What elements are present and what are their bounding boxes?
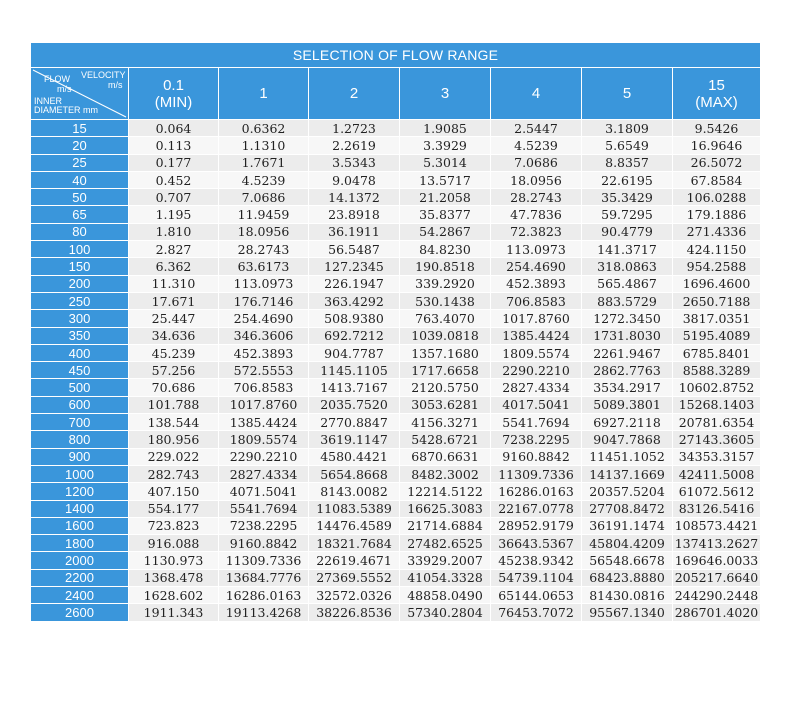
table-row (31, 223, 760, 240)
flow-value-cell: 9160.8842 (490, 448, 581, 465)
flow-value-cell: 2290.2210 (218, 448, 308, 465)
flow-label: FLOW (44, 74, 70, 84)
diameter-cell: 300 (31, 309, 128, 326)
flow-value-cell: 11451.1052 (581, 448, 672, 465)
flow-value-cell: 9160.8842 (218, 534, 308, 551)
velocity-column-header (581, 67, 672, 119)
flow-value-cell: 20781.6354 (672, 413, 760, 430)
flow-value-cell: 2035.7520 (308, 396, 399, 413)
flow-value-cell: 36191.1474 (581, 517, 672, 534)
table-row (31, 309, 760, 326)
table-row (31, 205, 760, 222)
table-row (31, 482, 760, 499)
flow-value-cell: 10602.8752 (672, 378, 760, 395)
diameter-cell: 25 (31, 154, 128, 171)
flow-value-cell: 108573.4421 (672, 517, 760, 534)
table-row (31, 188, 760, 205)
flow-value-cell: 90.4779 (581, 223, 672, 240)
table-row (31, 534, 760, 551)
flow-value-cell: 68423.8880 (581, 569, 672, 586)
flow-value-cell: 4156.3271 (399, 413, 490, 430)
diameter-cell: 65 (31, 205, 128, 222)
flow-value-cell: 6927.2118 (581, 413, 672, 430)
flow-value-cell: 16286.0163 (218, 586, 308, 603)
flow-value-cell: 2290.2210 (490, 361, 581, 378)
flow-value-cell: 22.6195 (581, 171, 672, 188)
flow-value-cell: 3.5343 (308, 154, 399, 171)
diameter-cell: 200 (31, 275, 128, 292)
diameter-cell: 20 (31, 136, 128, 153)
diameter-cell: 150 (31, 257, 128, 274)
flow-value-cell: 38226.8536 (308, 603, 399, 620)
flow-value-cell: 12214.5122 (399, 482, 490, 499)
flow-value-cell: 83126.5416 (672, 500, 760, 517)
diameter-cell: 900 (31, 448, 128, 465)
flow-value-cell: 1696.4600 (672, 275, 760, 292)
velocity-value: 4 (531, 85, 541, 102)
diameter-cell: 1000 (31, 465, 128, 482)
table-body (31, 119, 760, 621)
flow-value-cell: 2650.7188 (672, 292, 760, 309)
table-row (31, 465, 760, 482)
flow-value-cell: 3619.1147 (308, 430, 399, 447)
flow-value-cell: 34353.3157 (672, 448, 760, 465)
flow-value-cell: 1.810 (128, 223, 218, 240)
flow-value-cell: 8482.3002 (399, 465, 490, 482)
flow-value-cell: 3817.0351 (672, 309, 760, 326)
table-row (31, 551, 760, 568)
flow-value-cell: 339.2920 (399, 275, 490, 292)
flow-value-cell: 5541.7694 (490, 413, 581, 430)
flow-value-cell: 4017.5041 (490, 396, 581, 413)
diameter-cell: 700 (31, 413, 128, 430)
table-row (31, 413, 760, 430)
diameter-cell: 800 (31, 430, 128, 447)
table-row (31, 136, 760, 153)
velocity-column-header (672, 67, 760, 119)
flow-value-cell: 1145.1105 (308, 361, 399, 378)
flow-value-cell: 0.707 (128, 188, 218, 205)
flow-value-cell: 286701.4020 (672, 603, 760, 620)
table-row (31, 361, 760, 378)
diameter-cell: 1600 (31, 517, 128, 534)
diameter-cell: 1200 (31, 482, 128, 499)
velocity-unit-label: m/s (108, 80, 123, 90)
table-row (31, 344, 760, 361)
flow-value-cell: 25.447 (128, 309, 218, 326)
flow-unit-label: m/s (57, 84, 72, 94)
table-row (31, 171, 760, 188)
flow-value-cell: 56548.6678 (581, 551, 672, 568)
velocity-column-header (490, 67, 581, 119)
flow-value-cell: 35.3429 (581, 188, 672, 205)
diameter-cell: 1400 (31, 500, 128, 517)
flow-value-cell: 27708.8472 (581, 500, 672, 517)
diameter-cell: 2400 (31, 586, 128, 603)
flow-value-cell: 1130.973 (128, 551, 218, 568)
flow-value-cell: 28.2743 (218, 240, 308, 257)
flow-value-cell: 36643.5367 (490, 534, 581, 551)
flow-value-cell: 4.5239 (490, 136, 581, 153)
flow-value-cell: 2.5447 (490, 119, 581, 136)
flow-value-cell: 3.1809 (581, 119, 672, 136)
flow-value-cell: 1.2723 (308, 119, 399, 136)
table-row (31, 517, 760, 534)
flow-value-cell: 271.4336 (672, 223, 760, 240)
table-row (31, 119, 760, 136)
flow-value-cell: 106.0288 (672, 188, 760, 205)
flow-value-cell: 508.9380 (308, 309, 399, 326)
flow-value-cell: 22167.0778 (490, 500, 581, 517)
flow-value-cell: 16286.0163 (490, 482, 581, 499)
flow-value-cell: 706.8583 (490, 292, 581, 309)
flow-value-cell: 7238.2295 (218, 517, 308, 534)
flow-value-cell: 282.743 (128, 465, 218, 482)
flow-value-cell: 180.956 (128, 430, 218, 447)
flow-value-cell: 363.4292 (308, 292, 399, 309)
flow-value-cell: 883.5729 (581, 292, 672, 309)
flow-value-cell: 45.239 (128, 344, 218, 361)
table-row (31, 327, 760, 344)
diameter-cell: 250 (31, 292, 128, 309)
flow-value-cell: 23.8918 (308, 205, 399, 222)
flow-value-cell: 16.9646 (672, 136, 760, 153)
flow-value-cell: 27369.5552 (308, 569, 399, 586)
flow-value-cell: 226.1947 (308, 275, 399, 292)
flow-value-cell: 27482.6525 (399, 534, 490, 551)
table-row (31, 569, 760, 586)
flow-value-cell: 14137.1669 (581, 465, 672, 482)
flow-value-cell: 45804.4209 (581, 534, 672, 551)
table-row (31, 378, 760, 395)
flow-value-cell: 1.7671 (218, 154, 308, 171)
flow-value-cell: 692.7212 (308, 327, 399, 344)
flow-value-cell: 169646.0033 (672, 551, 760, 568)
flow-value-cell: 0.6362 (218, 119, 308, 136)
flow-value-cell: 1368.478 (128, 569, 218, 586)
corner-header-cell (31, 67, 128, 119)
flow-value-cell: 17.671 (128, 292, 218, 309)
flow-value-cell: 11.310 (128, 275, 218, 292)
flow-value-cell: 54.2867 (399, 223, 490, 240)
flow-value-cell: 63.6173 (218, 257, 308, 274)
velocity-column-header (218, 67, 308, 119)
flow-value-cell: 1017.8760 (218, 396, 308, 413)
flow-value-cell: 6785.8401 (672, 344, 760, 361)
flow-value-cell: 179.1886 (672, 205, 760, 222)
diameter-cell: 1800 (31, 534, 128, 551)
flow-value-cell: 45238.9342 (490, 551, 581, 568)
diameter-cell: 2200 (31, 569, 128, 586)
flow-value-cell: 57340.2804 (399, 603, 490, 620)
flow-value-cell: 2.2619 (308, 136, 399, 153)
flow-value-cell: 1357.1680 (399, 344, 490, 361)
flow-value-cell: 26.5072 (672, 154, 760, 171)
table-row (31, 586, 760, 603)
flow-value-cell: 4.5239 (218, 171, 308, 188)
flow-value-cell: 18.0956 (490, 171, 581, 188)
diameter-cell: 350 (31, 327, 128, 344)
flow-value-cell: 7238.2295 (490, 430, 581, 447)
flow-value-cell: 1.1310 (218, 136, 308, 153)
velocity-label: VELOCITY (81, 70, 126, 80)
flow-value-cell: 1385.4424 (218, 413, 308, 430)
flow-value-cell: 0.064 (128, 119, 218, 136)
flow-value-cell: 113.0973 (490, 240, 581, 257)
flow-value-cell: 47.7836 (490, 205, 581, 222)
diameter-cell: 400 (31, 344, 128, 361)
diameter-cell: 2600 (31, 603, 128, 620)
flow-value-cell: 5195.4089 (672, 327, 760, 344)
flow-value-cell: 723.823 (128, 517, 218, 534)
flow-value-cell: 22619.4671 (308, 551, 399, 568)
flow-value-cell: 1385.4424 (490, 327, 581, 344)
flow-value-cell: 14.1372 (308, 188, 399, 205)
flow-value-cell: 34.636 (128, 327, 218, 344)
flow-value-cell: 205217.6640 (672, 569, 760, 586)
diameter-cell: 50 (31, 188, 128, 205)
flow-value-cell: 14476.4589 (308, 517, 399, 534)
flow-value-cell: 81430.0816 (581, 586, 672, 603)
table-row (31, 257, 760, 274)
flow-value-cell: 2827.4334 (490, 378, 581, 395)
flow-value-cell: 424.1150 (672, 240, 760, 257)
flow-value-cell: 229.022 (128, 448, 218, 465)
flow-value-cell: 48858.0490 (399, 586, 490, 603)
flow-value-cell: 3053.6281 (399, 396, 490, 413)
flow-value-cell: 254.4690 (218, 309, 308, 326)
velocity-column-header (128, 67, 218, 119)
velocity-value: 2 (349, 85, 359, 102)
flow-value-cell: 11309.7336 (490, 465, 581, 482)
flow-value-cell: 4580.4421 (308, 448, 399, 465)
velocity-qualifier: (MAX) (695, 93, 738, 111)
flow-value-cell: 28952.9179 (490, 517, 581, 534)
flow-value-cell: 1039.0818 (399, 327, 490, 344)
table-row (31, 292, 760, 309)
flow-value-cell: 21714.6884 (399, 517, 490, 534)
flow-value-cell: 254.4690 (490, 257, 581, 274)
diameter-cell: 450 (31, 361, 128, 378)
flow-value-cell: 3.3929 (399, 136, 490, 153)
flow-value-cell: 19113.4268 (218, 603, 308, 620)
flow-value-cell: 1.195 (128, 205, 218, 222)
inner-label: INNER (34, 96, 63, 106)
flow-value-cell: 21.2058 (399, 188, 490, 205)
flow-value-cell: 54739.1104 (490, 569, 581, 586)
flow-value-cell: 5089.3801 (581, 396, 672, 413)
diameter-cell: 500 (31, 378, 128, 395)
velocity-column-header (399, 67, 490, 119)
flow-value-cell: 13684.7776 (218, 569, 308, 586)
flow-value-cell: 916.088 (128, 534, 218, 551)
flow-value-cell: 127.2345 (308, 257, 399, 274)
diameter-cell: 40 (31, 171, 128, 188)
flow-value-cell: 9047.7868 (581, 430, 672, 447)
flow-value-cell: 4071.5041 (218, 482, 308, 499)
table-row (31, 275, 760, 292)
flow-value-cell: 8588.3289 (672, 361, 760, 378)
flow-range-table-container (31, 43, 760, 621)
flow-value-cell: 190.8518 (399, 257, 490, 274)
velocity-value: 3 (440, 85, 450, 102)
flow-value-cell: 452.3893 (490, 275, 581, 292)
flow-value-cell: 346.3606 (218, 327, 308, 344)
velocity-value: 5 (622, 85, 632, 102)
flow-value-cell: 706.8583 (218, 378, 308, 395)
flow-value-cell: 954.2588 (672, 257, 760, 274)
flow-value-cell: 1272.3450 (581, 309, 672, 326)
flow-value-cell: 2770.8847 (308, 413, 399, 430)
flow-value-cell: 407.150 (128, 482, 218, 499)
table-row (31, 396, 760, 413)
flow-value-cell: 57.256 (128, 361, 218, 378)
flow-value-cell: 41054.3328 (399, 569, 490, 586)
flow-value-cell: 13.5717 (399, 171, 490, 188)
flow-value-cell: 1.9085 (399, 119, 490, 136)
flow-value-cell: 7.0686 (490, 154, 581, 171)
flow-value-cell: 244290.2448 (672, 586, 760, 603)
flow-value-cell: 11.9459 (218, 205, 308, 222)
flow-value-cell: 0.113 (128, 136, 218, 153)
flow-value-cell: 7.0686 (218, 188, 308, 205)
flow-value-cell: 18321.7684 (308, 534, 399, 551)
flow-value-cell: 1911.343 (128, 603, 218, 620)
flow-value-cell: 67.8584 (672, 171, 760, 188)
table-row (31, 430, 760, 447)
flow-value-cell: 3534.2917 (581, 378, 672, 395)
flow-value-cell: 1717.6658 (399, 361, 490, 378)
flow-value-cell: 113.0973 (218, 275, 308, 292)
velocity-value: 15 (708, 76, 725, 94)
velocity-qualifier: (MIN) (154, 93, 193, 111)
flow-value-cell: 35.8377 (399, 205, 490, 222)
velocity-value: 0.1 (163, 76, 184, 94)
flow-value-cell: 2261.9467 (581, 344, 672, 361)
flow-value-cell: 95567.1340 (581, 603, 672, 620)
flow-value-cell: 5654.8668 (308, 465, 399, 482)
flow-value-cell: 565.4867 (581, 275, 672, 292)
flow-value-cell: 1731.8030 (581, 327, 672, 344)
flow-value-cell: 101.788 (128, 396, 218, 413)
flow-value-cell: 42411.5008 (672, 465, 760, 482)
flow-value-cell: 2120.5750 (399, 378, 490, 395)
diameter-cell: 600 (31, 396, 128, 413)
diameter-cell: 15 (31, 119, 128, 136)
table-title: SELECTION OF FLOW RANGE (31, 43, 760, 67)
table-row (31, 448, 760, 465)
flow-value-cell: 141.3717 (581, 240, 672, 257)
flow-value-cell: 904.7787 (308, 344, 399, 361)
diameter-cell: 2000 (31, 551, 128, 568)
flow-value-cell: 1809.5574 (490, 344, 581, 361)
flow-value-cell: 2862.7763 (581, 361, 672, 378)
velocity-column-header (308, 67, 399, 119)
flow-value-cell: 1809.5574 (218, 430, 308, 447)
flow-value-cell: 137413.2627 (672, 534, 760, 551)
flow-value-cell: 6.362 (128, 257, 218, 274)
flow-value-cell: 0.452 (128, 171, 218, 188)
flow-value-cell: 1628.602 (128, 586, 218, 603)
flow-value-cell: 84.8230 (399, 240, 490, 257)
flow-value-cell: 763.4070 (399, 309, 490, 326)
header-row (31, 67, 760, 119)
table-row (31, 500, 760, 517)
table-row (31, 240, 760, 257)
flow-value-cell: 318.0863 (581, 257, 672, 274)
flow-value-cell: 9.0478 (308, 171, 399, 188)
flow-value-cell: 15268.1403 (672, 396, 760, 413)
flow-value-cell: 70.686 (128, 378, 218, 395)
flow-value-cell: 59.7295 (581, 205, 672, 222)
flow-value-cell: 138.544 (128, 413, 218, 430)
flow-value-cell: 61072.5612 (672, 482, 760, 499)
flow-value-cell: 1413.7167 (308, 378, 399, 395)
flow-value-cell: 11309.7336 (218, 551, 308, 568)
flow-value-cell: 5.6549 (581, 136, 672, 153)
flow-value-cell: 8143.0082 (308, 482, 399, 499)
flow-value-cell: 65144.0653 (490, 586, 581, 603)
velocity-value: 1 (259, 85, 268, 102)
flow-value-cell: 36.1911 (308, 223, 399, 240)
flow-value-cell: 72.3823 (490, 223, 581, 240)
flow-value-cell: 18.0956 (218, 223, 308, 240)
flow-value-cell: 0.177 (128, 154, 218, 171)
flow-value-cell: 32572.0326 (308, 586, 399, 603)
flow-value-cell: 56.5487 (308, 240, 399, 257)
flow-range-table (31, 67, 760, 621)
flow-value-cell: 8.8357 (581, 154, 672, 171)
flow-value-cell: 16625.3083 (399, 500, 490, 517)
diameter-label: DIAMETER mm (34, 105, 98, 115)
flow-value-cell: 6870.6631 (399, 448, 490, 465)
flow-value-cell: 11083.5389 (308, 500, 399, 517)
flow-value-cell: 20357.5204 (581, 482, 672, 499)
flow-value-cell: 33929.2007 (399, 551, 490, 568)
flow-value-cell: 554.177 (128, 500, 218, 517)
flow-value-cell: 452.3893 (218, 344, 308, 361)
flow-value-cell: 572.5553 (218, 361, 308, 378)
flow-value-cell: 530.1438 (399, 292, 490, 309)
flow-value-cell: 2827.4334 (218, 465, 308, 482)
flow-value-cell: 27143.3605 (672, 430, 760, 447)
flow-value-cell: 76453.7072 (490, 603, 581, 620)
flow-value-cell: 2.827 (128, 240, 218, 257)
table-row (31, 154, 760, 171)
flow-value-cell: 28.2743 (490, 188, 581, 205)
flow-value-cell: 5.3014 (399, 154, 490, 171)
flow-value-cell: 9.5426 (672, 119, 760, 136)
flow-value-cell: 1017.8760 (490, 309, 581, 326)
table-row (31, 603, 760, 620)
flow-value-cell: 5541.7694 (218, 500, 308, 517)
diameter-cell: 80 (31, 223, 128, 240)
diameter-cell: 100 (31, 240, 128, 257)
flow-value-cell: 5428.6721 (399, 430, 490, 447)
flow-value-cell: 176.7146 (218, 292, 308, 309)
